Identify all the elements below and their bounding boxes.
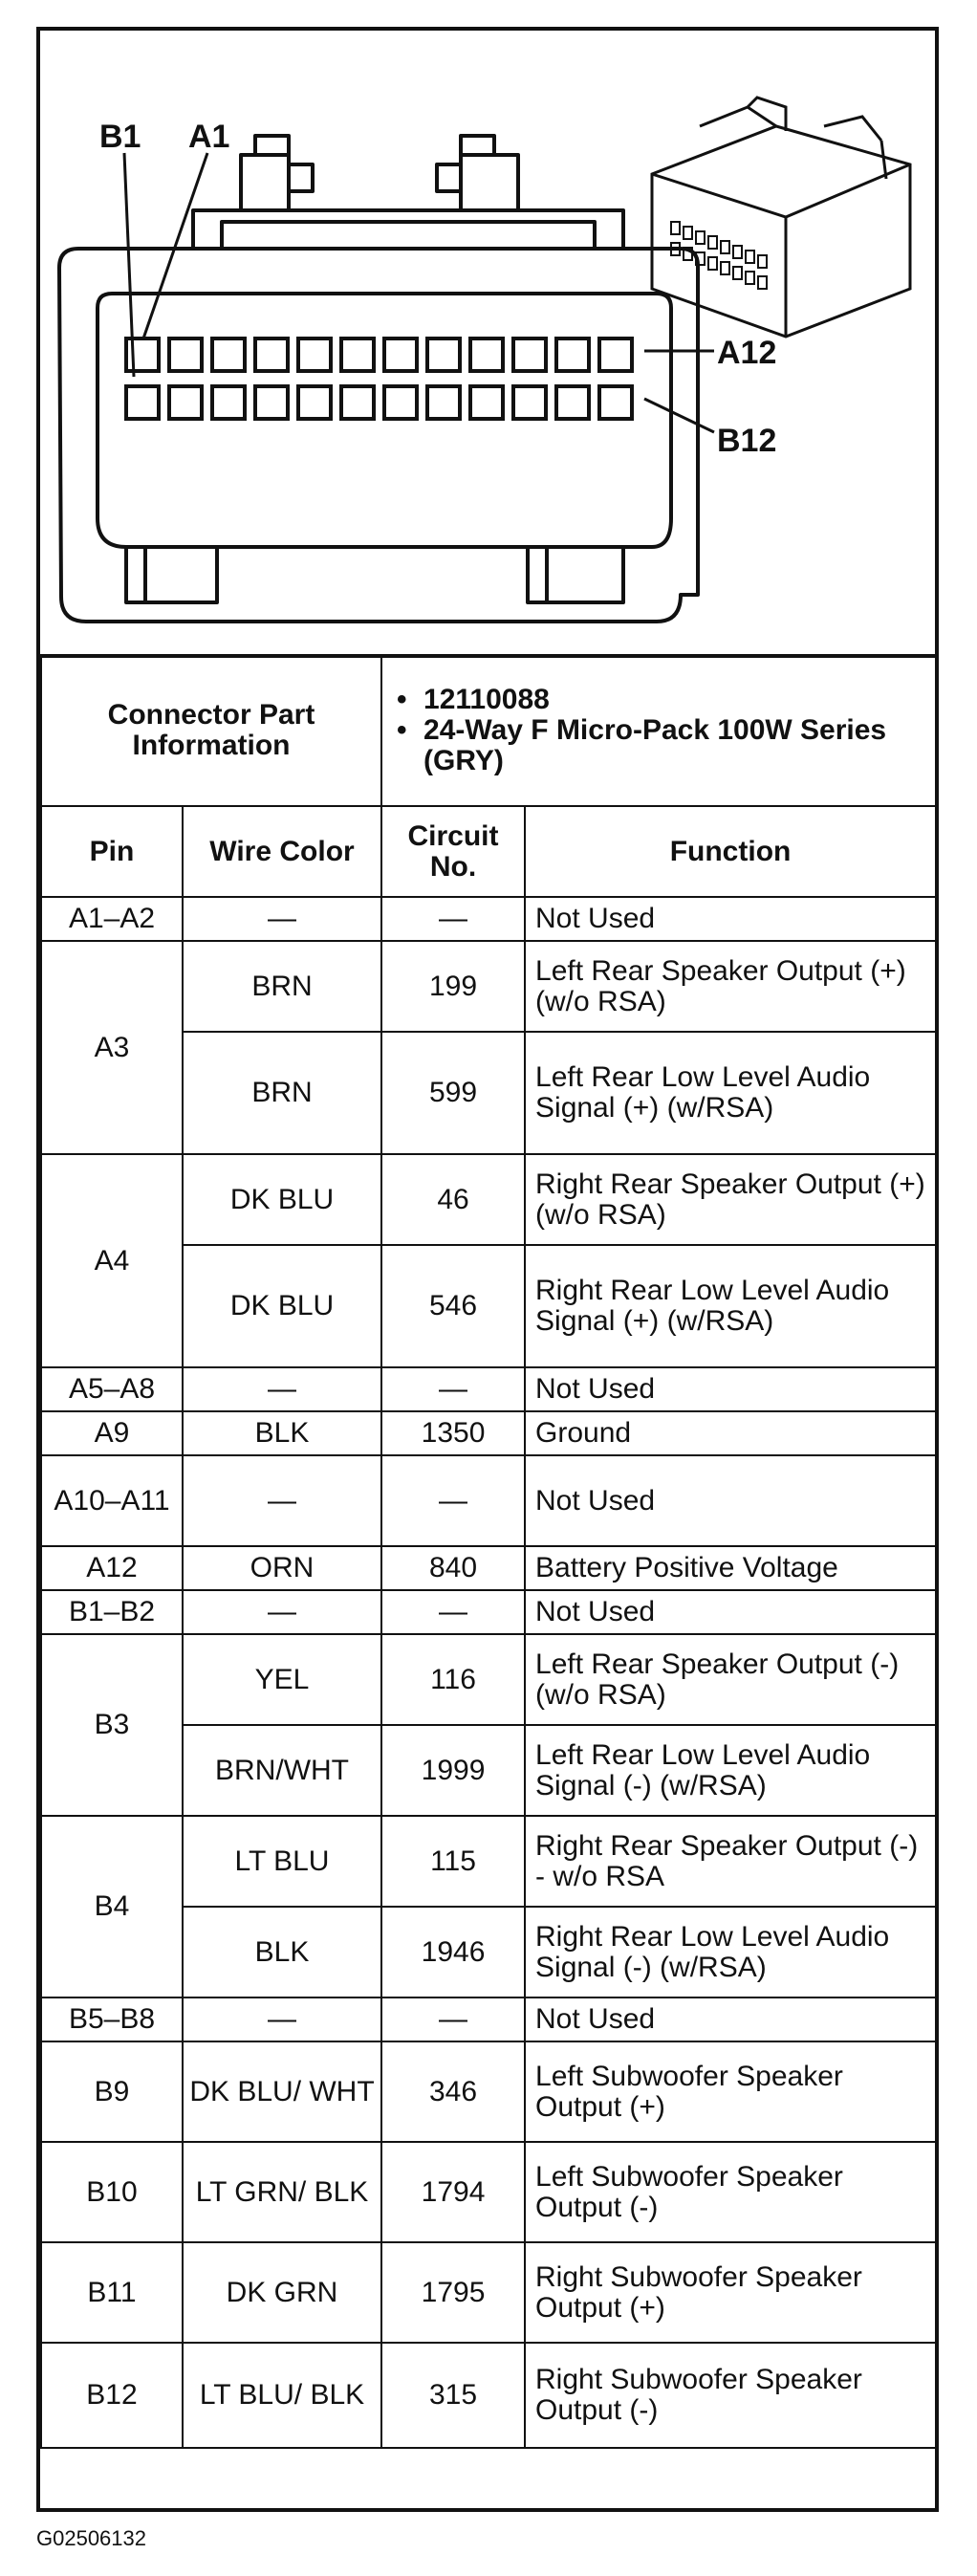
pin-cell: B11: [41, 2242, 183, 2343]
wire-color-cell: LT BLU/ BLK: [183, 2343, 381, 2448]
pin-cavity-b: [298, 386, 331, 419]
wire-color-cell: —: [183, 1590, 381, 1634]
circuit-cell: —: [381, 1367, 525, 1411]
wire-color-cell: YEL: [183, 1634, 381, 1725]
pinout-table: [40, 654, 937, 2449]
wire-color-cell: BRN: [183, 941, 381, 1032]
pin-cavity-b: [341, 386, 374, 419]
circuit-cell: 199: [381, 941, 525, 1032]
pin-cavity-a: [556, 338, 589, 371]
circuit-cell: 346: [381, 2041, 525, 2142]
pin-cavity-a: [341, 338, 374, 371]
circuit-cell: 315: [381, 2343, 525, 2448]
function-cell: Right Rear Low Level Audio Signal (+) (w/RSA): [525, 1245, 936, 1367]
function-cell: Right Subwoofer Speaker Output (+): [525, 2242, 936, 2343]
table-row: [41, 941, 936, 1032]
wire-color-cell: LT GRN/ BLK: [183, 2142, 381, 2242]
label-a12: A12: [717, 335, 777, 371]
pin-cavity-a: [212, 338, 245, 371]
wire-color-cell: —: [183, 1367, 381, 1411]
pin-cavity-b: [384, 386, 417, 419]
part-number: • 12110088: [397, 685, 934, 715]
label-a1: A1: [188, 119, 230, 155]
pin-cavity-a: [298, 338, 331, 371]
header-function: Function: [525, 806, 936, 897]
circuit-cell: 546: [381, 1245, 525, 1367]
wire-color-cell: —: [183, 1997, 381, 2041]
pin-cavity-a: [169, 338, 202, 371]
pin-cell: A4: [41, 1154, 183, 1367]
table-row: [41, 1634, 936, 1725]
pin-cell: B5–B8: [41, 1997, 183, 2041]
wire-color-cell: —: [183, 897, 381, 941]
circuit-cell: 46: [381, 1154, 525, 1245]
function-cell: Ground: [525, 1411, 936, 1455]
function-cell: Right Rear Speaker Output (-) - w/o RSA: [525, 1816, 936, 1907]
pin-cell: B3: [41, 1634, 183, 1816]
pin-cavity-b: [599, 386, 632, 419]
function-cell: Not Used: [525, 1997, 936, 2041]
pin-cavity-a: [513, 338, 546, 371]
circuit-cell: 115: [381, 1816, 525, 1907]
function-cell: Left Rear Low Level Audio Signal (+) (w/RSA): [525, 1032, 936, 1154]
wire-color-cell: BRN: [183, 1032, 381, 1154]
left-foot: [126, 547, 217, 602]
function-cell: Left Rear Speaker Output (-) (w/o RSA): [525, 1634, 936, 1725]
pin-cell: A10–A11: [41, 1455, 183, 1546]
connector-page-frame: [36, 27, 939, 2512]
connector-info-label: Connector Part Information: [41, 655, 381, 806]
function-cell: Right Subwoofer Speaker Output (-): [525, 2343, 936, 2448]
pin-cavity-b: [255, 386, 288, 419]
circuit-cell: 1350: [381, 1411, 525, 1455]
right-foot: [528, 547, 623, 602]
table-row: [41, 1411, 936, 1455]
pin-cell: B4: [41, 1816, 183, 1997]
pin-cavity-a: [470, 338, 503, 371]
header-pin: Pin: [41, 806, 183, 897]
pin-cavity-b: [470, 386, 503, 419]
function-cell: Left Subwoofer Speaker Output (+): [525, 2041, 936, 2142]
table-row: [41, 1590, 936, 1634]
circuit-cell: 116: [381, 1634, 525, 1725]
function-cell: Left Subwoofer Speaker Output (-): [525, 2142, 936, 2242]
pin-cavity-a: [384, 338, 417, 371]
connector-info-row: [41, 655, 936, 806]
pin-cell: A9: [41, 1411, 183, 1455]
latch-rail: [193, 210, 623, 249]
wire-color-cell: LT BLU: [183, 1816, 381, 1907]
table-row: [41, 1816, 936, 1907]
pin-cavity-a: [427, 338, 460, 371]
function-cell: Battery Positive Voltage: [525, 1546, 936, 1590]
circuit-cell: 1946: [381, 1907, 525, 1997]
header-circuit: Circuit No.: [381, 806, 525, 897]
function-cell: Right Rear Speaker Output (+) (w/o RSA): [525, 1154, 936, 1245]
pin-cell: A12: [41, 1546, 183, 1590]
function-cell: Not Used: [525, 1455, 936, 1546]
table-row: [41, 2242, 936, 2343]
right-latch: [461, 155, 518, 210]
circuit-cell: —: [381, 1997, 525, 2041]
circuit-cell: 1795: [381, 2242, 525, 2343]
wire-color-cell: DK BLU/ WHT: [183, 2041, 381, 2142]
wire-color-cell: —: [183, 1455, 381, 1546]
pin-cavity-b: [427, 386, 460, 419]
table-header-row: [41, 806, 936, 897]
function-cell: Left Rear Speaker Output (+) (w/o RSA): [525, 941, 936, 1032]
figure-id: G02506132: [36, 2526, 146, 2550]
connector-info-list: [383, 685, 934, 776]
table-row: [41, 897, 936, 941]
circuit-cell: —: [381, 897, 525, 941]
pin-cell: B10: [41, 2142, 183, 2242]
table-row: [41, 1154, 936, 1245]
pin-row-a: [126, 338, 632, 371]
pin-row-b: [126, 386, 632, 419]
connector-type: • 24-Way F Micro-Pack 100W Series (GRY): [397, 715, 934, 776]
pin-cavity-b: [212, 386, 245, 419]
table-row: [41, 2041, 936, 2142]
connector-diagram: [40, 31, 935, 658]
pin-cavity-b: [126, 386, 159, 419]
circuit-cell: 840: [381, 1546, 525, 1590]
left-latch: [241, 155, 289, 210]
header-wire-color: Wire Color: [183, 806, 381, 897]
wire-color-cell: DK BLU: [183, 1245, 381, 1367]
circuit-cell: 599: [381, 1032, 525, 1154]
wire-color-cell: BLK: [183, 1411, 381, 1455]
table-row: [41, 1367, 936, 1411]
function-cell: Not Used: [525, 1367, 936, 1411]
circuit-cell: —: [381, 1455, 525, 1546]
pin-cell: B1–B2: [41, 1590, 183, 1634]
table-row: [41, 1546, 936, 1590]
label-b12: B12: [717, 423, 777, 459]
pin-cavity-b: [556, 386, 589, 419]
table-row: [41, 1997, 936, 2041]
wire-color-cell: DK BLU: [183, 1154, 381, 1245]
connector-face-drawing: [40, 31, 935, 654]
connector-info-details: [381, 655, 936, 806]
function-cell: Right Rear Low Level Audio Signal (-) (w/RSA): [525, 1907, 936, 1997]
wire-color-cell: BRN/WHT: [183, 1725, 381, 1816]
wire-color-cell: BLK: [183, 1907, 381, 1997]
function-cell: Not Used: [525, 1590, 936, 1634]
circuit-cell: 1794: [381, 2142, 525, 2242]
wire-color-cell: DK GRN: [183, 2242, 381, 2343]
pin-cavity-b: [513, 386, 546, 419]
wire-color-cell: ORN: [183, 1546, 381, 1590]
pin-cell: A5–A8: [41, 1367, 183, 1411]
pin-cell: A1–A2: [41, 897, 183, 941]
function-cell: Left Rear Low Level Audio Signal (-) (w/RSA): [525, 1725, 936, 1816]
pin-cell: B9: [41, 2041, 183, 2142]
pin-cell: A3: [41, 941, 183, 1154]
pin-cavity-b: [169, 386, 202, 419]
pin-cavity-a: [255, 338, 288, 371]
circuit-cell: —: [381, 1590, 525, 1634]
pin-cell: B12: [41, 2343, 183, 2448]
connector-isometric-view: [652, 98, 910, 337]
table-row: [41, 2142, 936, 2242]
table-row: [41, 2343, 936, 2448]
circuit-cell: 1999: [381, 1725, 525, 1816]
pin-cavity-a: [599, 338, 632, 371]
table-row: [41, 1455, 936, 1546]
function-cell: Not Used: [525, 897, 936, 941]
label-b1: B1: [99, 119, 141, 155]
